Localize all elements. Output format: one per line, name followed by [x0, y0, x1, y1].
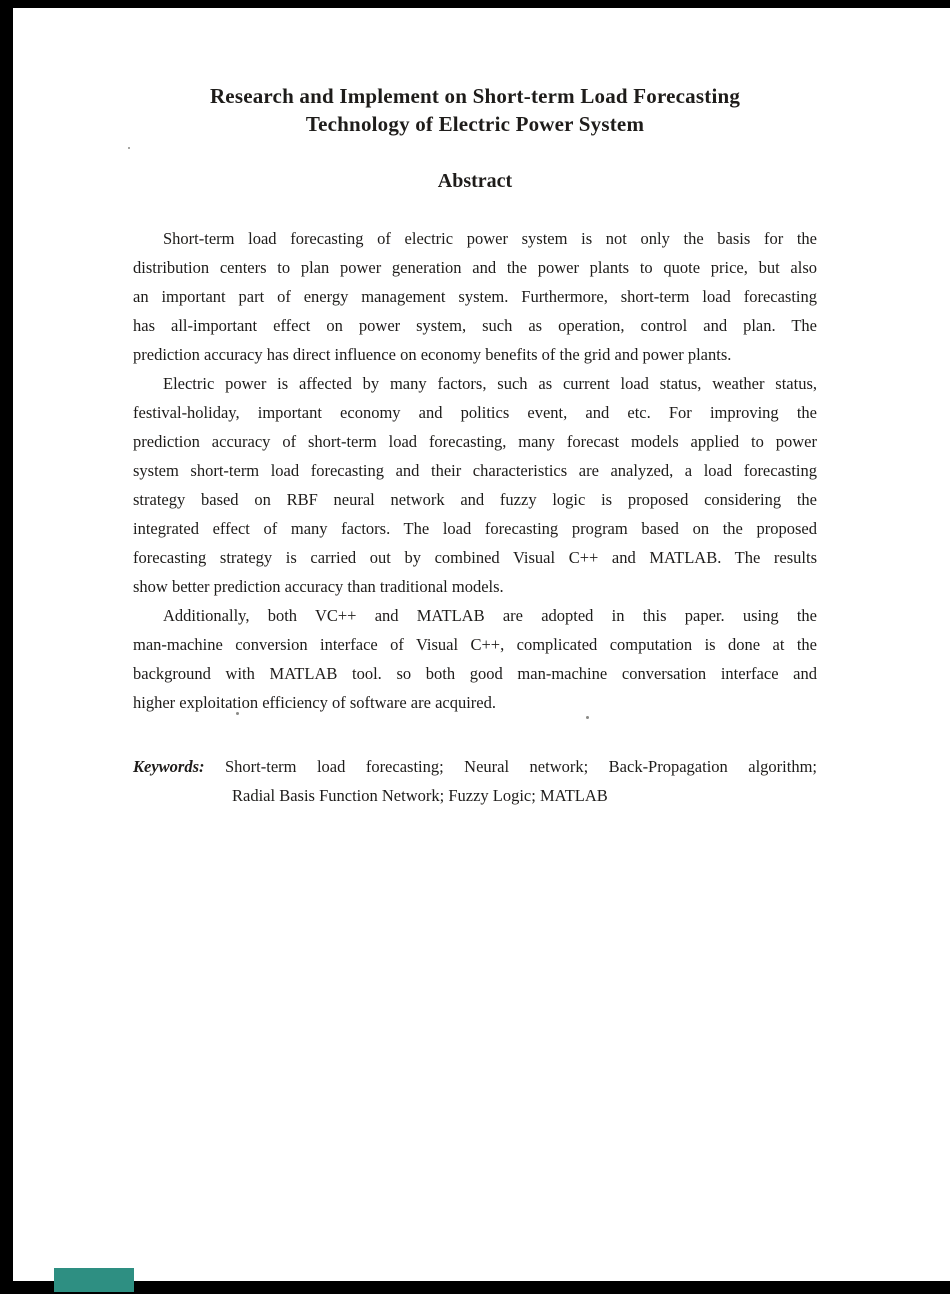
paragraph-line: Short-term load forecasting of electric power system is not only the basis for the: [163, 229, 817, 248]
paragraph-line: strategy based on RBF neural network and fuzzy logic is proposed considering the: [133, 490, 817, 509]
paragraph-line: has all-important effect on power system, such as operation, control and plan. The: [133, 316, 817, 335]
paragraph-line: background with MATLAB tool. so both good man-machine conversation interface and: [133, 664, 817, 683]
paragraph-line: higher exploitation efficiency of software are acquired.: [133, 693, 496, 712]
paragraph-line: forecasting strategy is carried out by combined Visual C++ and MATLAB. The results: [133, 548, 817, 567]
abstract-heading: Abstract: [437, 170, 513, 192]
paragraph-line: distribution centers to plan power generation and the power plants to quote price, but also: [133, 258, 817, 277]
keywords-block: [133, 752, 817, 810]
abstract-body: [133, 224, 817, 717]
paper-title: [133, 82, 817, 138]
paragraph-line: man-machine conversion interface of Visual C++, complicated computation is done at the: [133, 635, 817, 654]
paper-title-line-2: Technology of Electric Power System: [305, 112, 645, 136]
keywords-label: Keywords:: [133, 757, 205, 776]
keywords-text: Short-term load forecasting; Neural network; Back-Propagation algorithm;: [224, 757, 818, 776]
paragraph-line: festival-holiday, important economy and politics event, and etc. For improving the: [133, 403, 817, 422]
keywords-line-2: Radial Basis Function Network; Fuzzy Logic; MATLAB: [232, 786, 608, 805]
paragraph-line: prediction accuracy has direct influence on economy benefits of the grid and power plants.: [133, 345, 732, 364]
paragraph-line: system short-term load forecasting and their characteristics are analyzed, a load forecasting: [133, 461, 817, 480]
paragraph-line: Additionally, both VC++ and MATLAB are adopted in this paper. using the: [163, 606, 817, 625]
paragraph-line: integrated effect of many factors. The load forecasting program based on the proposed: [133, 519, 817, 538]
paragraph-line: prediction accuracy of short-term load forecasting, many forecast models applied to power: [133, 432, 817, 451]
paragraph-line: show better prediction accuracy than traditional models.: [133, 577, 504, 596]
paragraph-line: Electric power is affected by many factors, such as current load status, weather status,: [163, 374, 817, 393]
paragraph-line: an important part of energy management system. Furthermore, short-term load forecasting: [133, 287, 817, 306]
paper-title-line-1: Research and Implement on Short-term Load Forecasting: [209, 84, 741, 108]
keywords-line-1: [133, 752, 817, 781]
